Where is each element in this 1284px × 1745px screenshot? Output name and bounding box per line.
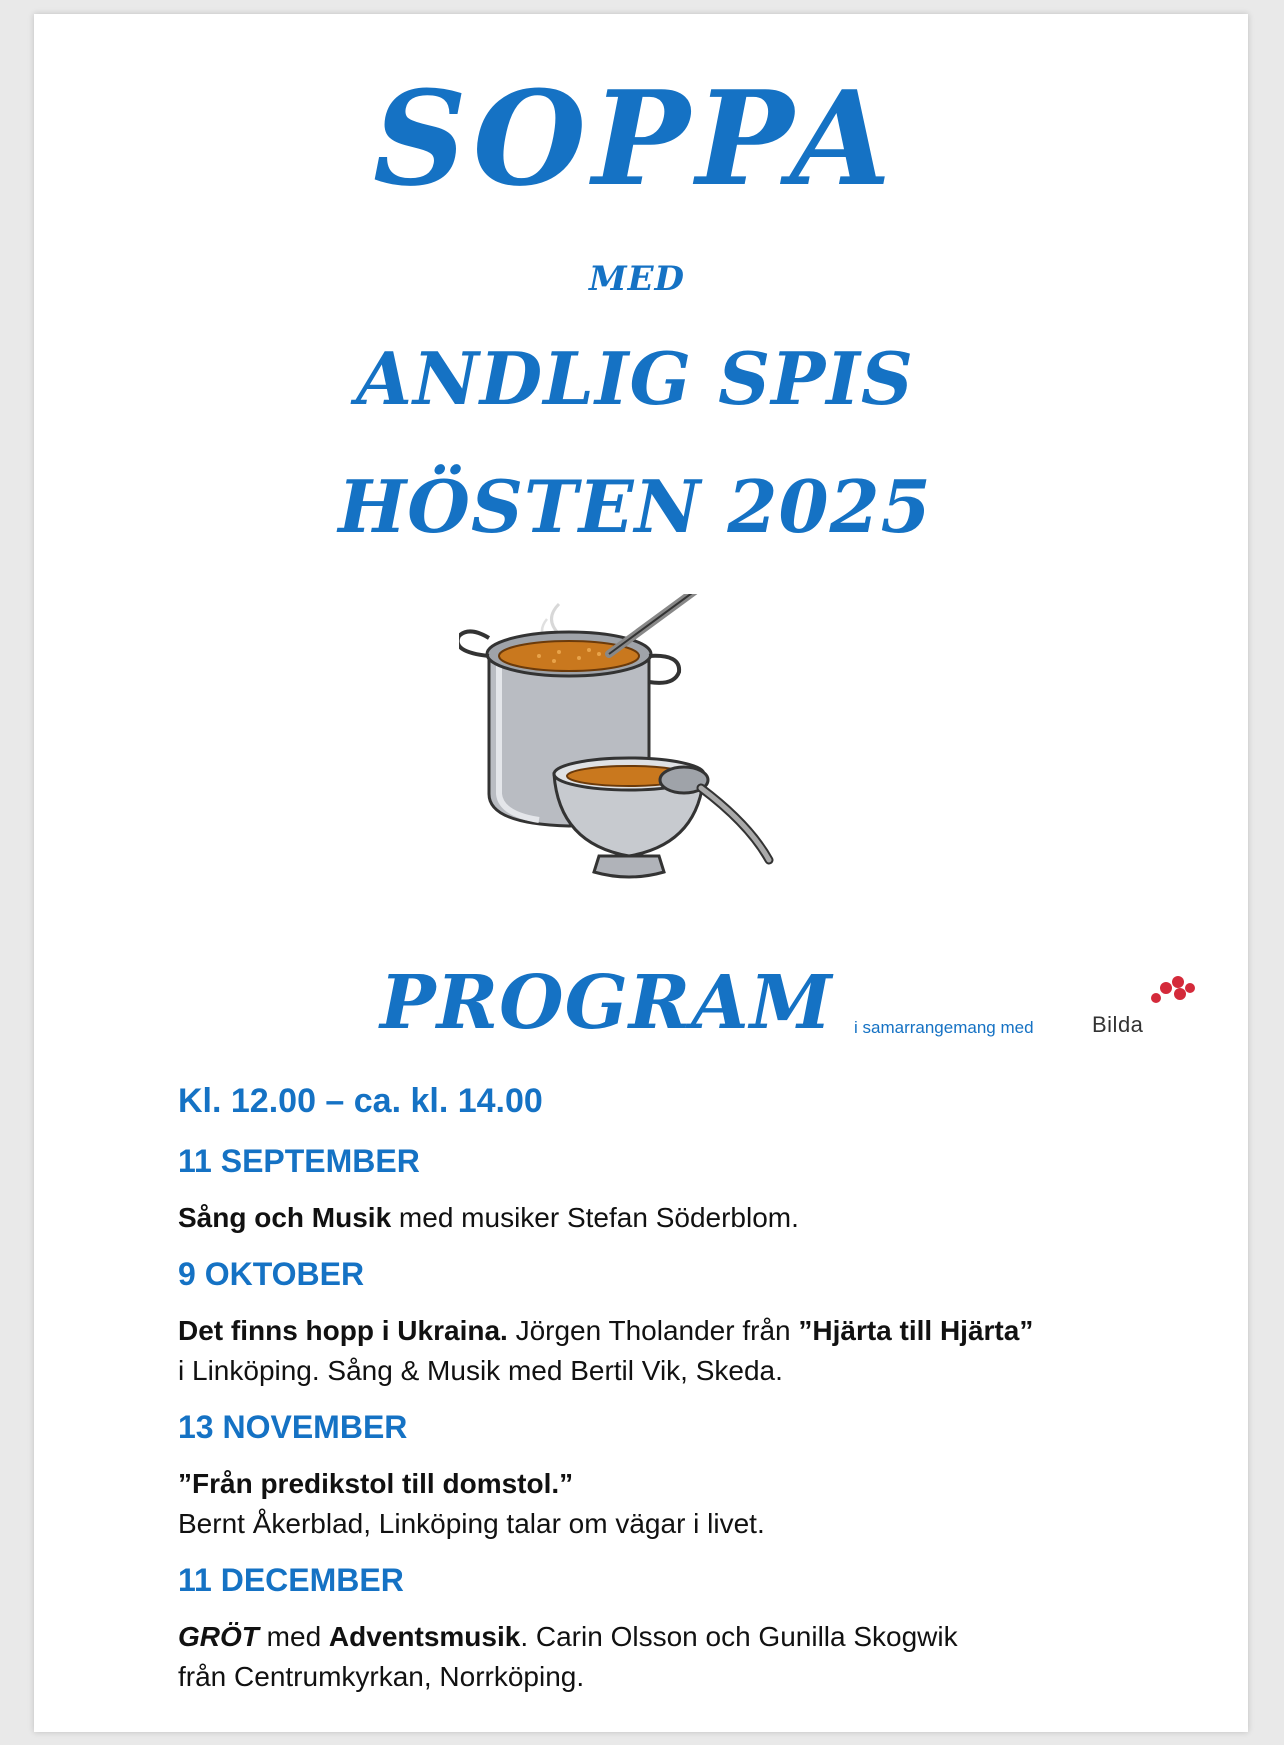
poster-season: HÖSTEN 2025: [338, 464, 932, 549]
event-description: Sång och Musik med musiker Stefan Söderblom.: [178, 1202, 799, 1233]
event-description: GRÖT med Adventsmusik. Carin Olsson och Gunilla Skogwik från Centrumkyrkan, Norrköping.: [178, 1621, 958, 1692]
event-description: ”Från predikstol till domstol.” Bernt Åkerblad, Linköping talar om vägar i livet.: [178, 1468, 765, 1539]
program-row: [34, 960, 1248, 1060]
event-date: 13 NOVEMBER: [178, 1409, 408, 1445]
event-november: [178, 1409, 1188, 1544]
poster-title: SOPPA: [372, 62, 898, 215]
event-date: 11 SEPTEMBER: [178, 1143, 420, 1179]
event-october: [178, 1256, 1188, 1391]
event-date: 9 OKTOBER: [178, 1256, 365, 1292]
collaboration-note: i samarrangemang med: [854, 1018, 1034, 1037]
poster-page: [34, 14, 1248, 1732]
bilda-logo-mark-icon: [1128, 970, 1208, 1010]
event-september: [178, 1143, 1188, 1238]
program-heading: PROGRAM: [380, 960, 833, 1046]
event-date: 11 DECEMBER: [178, 1562, 404, 1598]
poster-subtitle: ANDLIG SPIS: [356, 336, 914, 421]
event-description: Det finns hopp i Ukraina. Jörgen Tholander från ”Hjärta till Hjärta” i Linköping. Sång & Musik med Bertil Vik, Skeda.: [178, 1315, 1034, 1386]
poster-med: MED: [588, 259, 686, 299]
soup-pot-and-bowl-icon: [459, 594, 879, 924]
bilda-logo-text: Bilda: [1092, 1012, 1144, 1037]
event-december: [178, 1562, 1188, 1697]
schedule-time: Kl. 12.00 – ca. kl. 14.00: [178, 1082, 543, 1120]
schedule: [178, 1082, 1188, 1715]
bilda-logo: [1092, 982, 1202, 1042]
